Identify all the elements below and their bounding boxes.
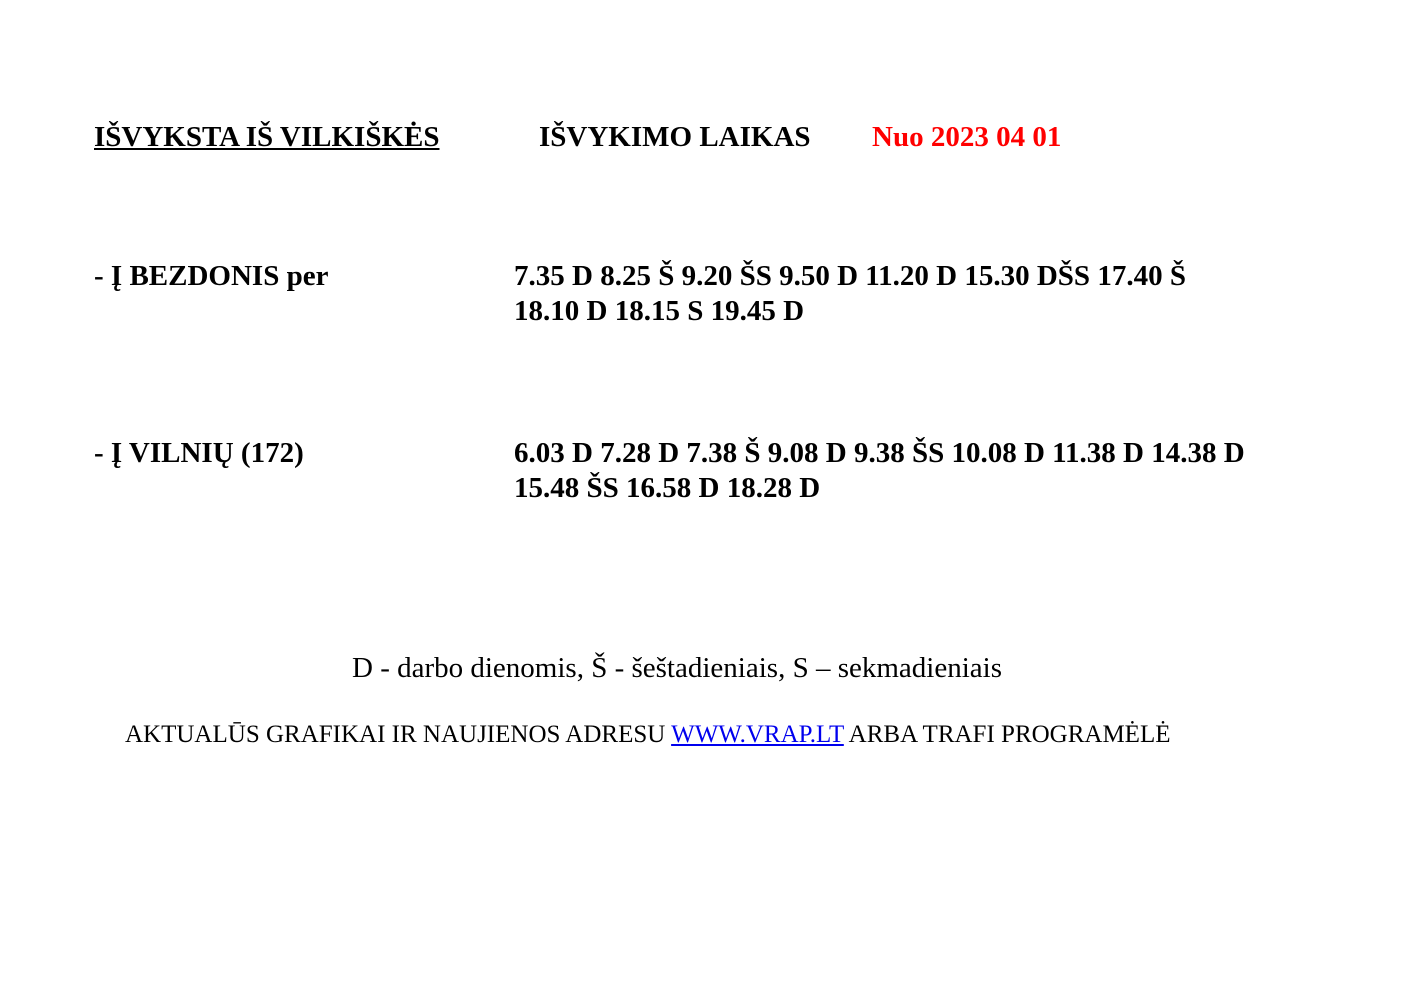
departure-time-heading: IŠVYKIMO LAIKAS <box>539 121 811 153</box>
legend-text: D - darbo dienomis, Š - šeštadieniais, S – sekmadieniais <box>352 652 1002 684</box>
route-times-line: 6.03 D 7.28 D 7.38 Š 9.08 D 9.38 ŠS 10.08 D 11.38 D 14.38 D <box>514 437 1245 469</box>
route-times-vilnius <box>514 436 1314 506</box>
footer-notice <box>125 720 1171 750</box>
route-label-vilnius: - Į VILNIŲ (172) <box>94 437 304 469</box>
route-times-line: 18.10 D 18.15 S 19.45 D <box>514 295 805 327</box>
departs-from-heading: IŠVYKSTA IŠ VILKIŠKĖS <box>94 121 440 153</box>
footer-prefix: AKTUALŪS GRAFIKAI IR NAUJIENOS ADRESU <box>125 721 672 748</box>
route-times-bezdonis <box>514 259 1314 329</box>
valid-from-date: Nuo 2023 04 01 <box>872 121 1062 153</box>
route-label-bezdonis: - Į BEZDONIS per <box>94 260 329 292</box>
route-times-line: 7.35 D 8.25 Š 9.20 ŠS 9.50 D 11.20 D 15.30 DŠS 17.40 Š <box>514 260 1186 292</box>
route-times-line: 15.48 ŠS 16.58 D 18.28 D <box>514 472 821 504</box>
website-link[interactable]: WWW.VRAP.LT <box>671 721 844 748</box>
footer-suffix: ARBA TRAFI PROGRAMĖLĖ <box>843 721 1171 748</box>
